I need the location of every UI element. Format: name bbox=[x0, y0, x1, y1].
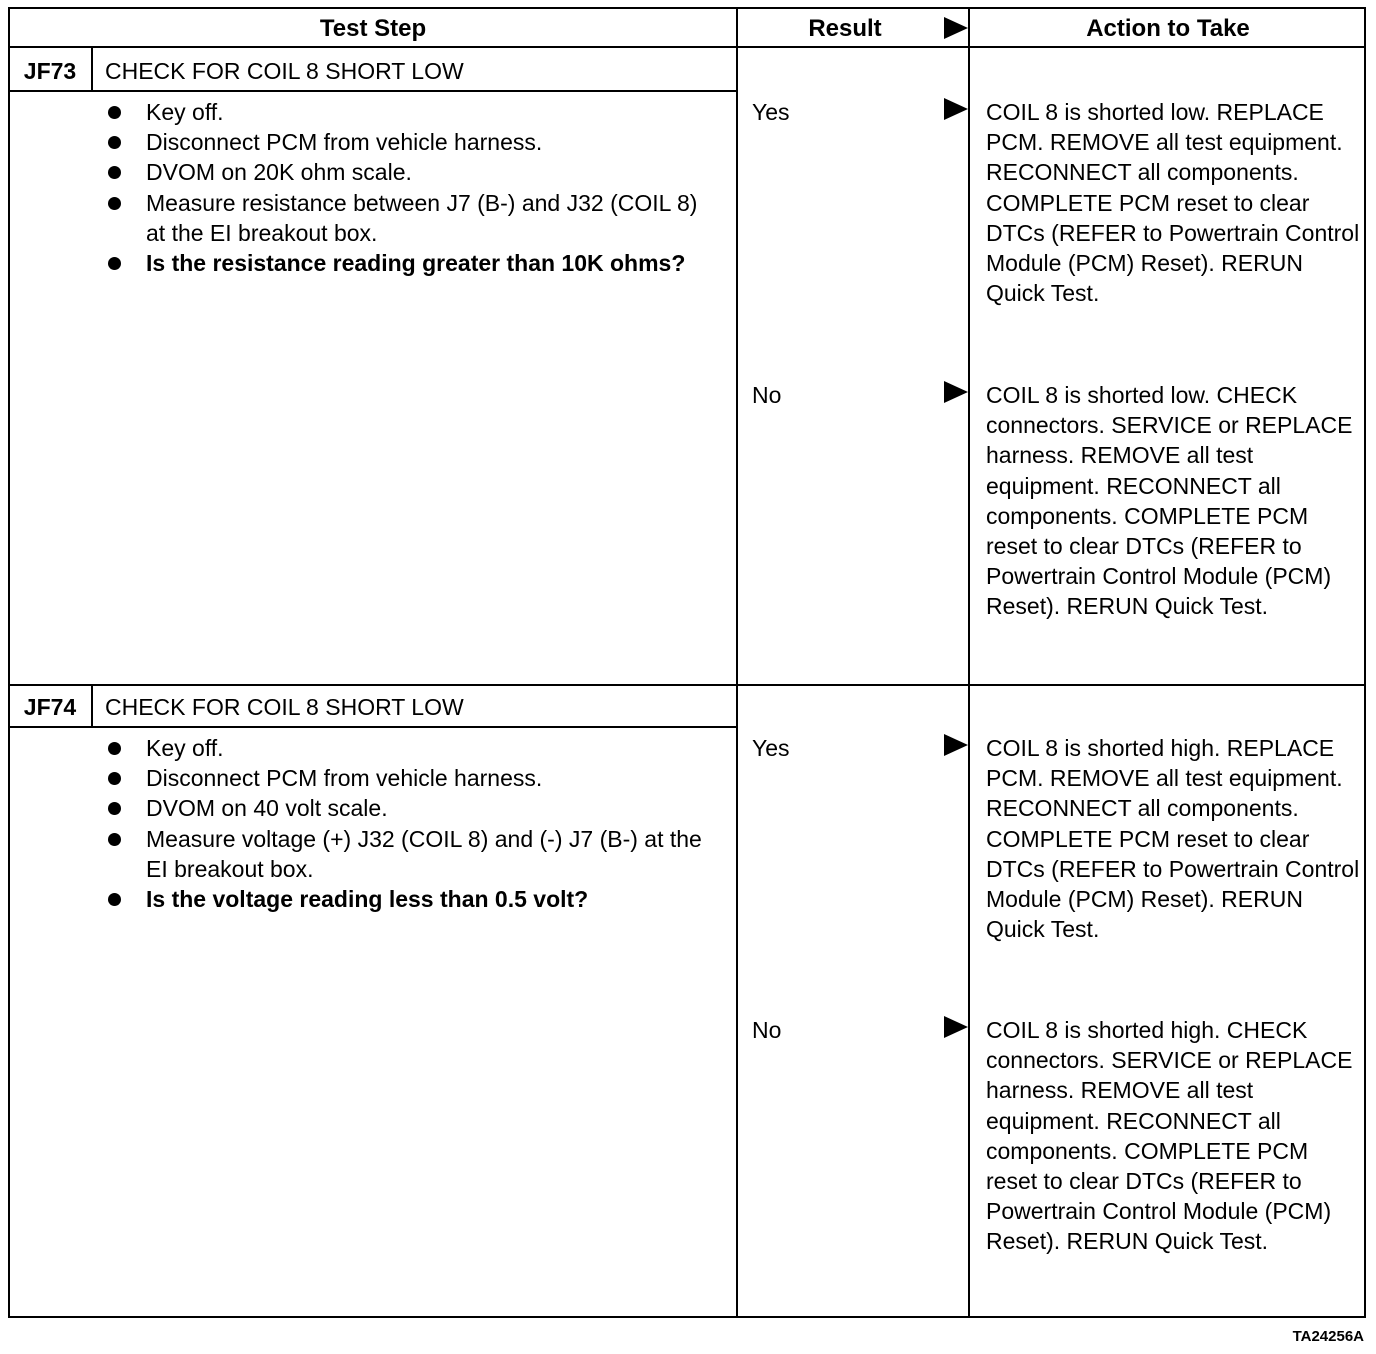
result-arrow-icon bbox=[944, 734, 968, 756]
step-title: CHECK FOR COIL 8 SHORT LOW bbox=[105, 58, 464, 84]
step-title-rule bbox=[8, 90, 738, 92]
action-no: COIL 8 is shorted high. CHECK connectors. SERVICE or REPLACE harness. REMOVE all test equipment. RECONNECT all components. COMPLETE PCM reset to clear DTCs (REFER to Powertrain Control Module (PCM) Reset). RERUN Quick Test. bbox=[986, 1017, 1353, 1255]
step-instructions bbox=[100, 97, 720, 278]
instruction-item: Disconnect PCM from vehicle harness. bbox=[100, 763, 720, 793]
action-no: COIL 8 is shorted low. CHECK connectors. SERVICE or REPLACE harness. REMOVE all test equipment. RECONNECT all components. COMPLETE PCM reset to clear DTCs (REFER to Powertrain Control Module (PCM) Reset). RERUN Quick Test. bbox=[986, 382, 1353, 620]
step-id-divider bbox=[91, 686, 93, 727]
bullet-icon bbox=[108, 257, 121, 270]
result-arrow-icon bbox=[944, 381, 968, 403]
instruction-item: Key off. bbox=[100, 733, 720, 763]
instruction-item: DVOM on 20K ohm scale. bbox=[100, 157, 720, 187]
result-arrow-icon bbox=[944, 98, 968, 120]
bullet-icon bbox=[108, 197, 121, 210]
instruction-item: DVOM on 40 volt scale. bbox=[100, 793, 720, 823]
instruction-item: Disconnect PCM from vehicle harness. bbox=[100, 127, 720, 157]
result-yes: Yes bbox=[752, 735, 790, 761]
instruction-question: Is the resistance reading greater than 10K ohms? bbox=[100, 248, 720, 278]
step-id-divider bbox=[91, 48, 93, 91]
figure-id: TA24256A bbox=[1292, 1328, 1364, 1345]
bullet-icon bbox=[108, 742, 121, 755]
header-action: Action to Take bbox=[1086, 15, 1250, 42]
row-separator bbox=[8, 684, 1366, 686]
header-rule bbox=[8, 46, 1366, 48]
step-title-rule bbox=[8, 726, 738, 728]
bullet-icon bbox=[108, 166, 121, 179]
header-test-step: Test Step bbox=[319, 15, 427, 42]
instruction-question: Is the voltage reading less than 0.5 volt? bbox=[100, 884, 720, 914]
column-divider-action bbox=[968, 7, 970, 1318]
result-yes: Yes bbox=[752, 99, 790, 125]
bullet-icon bbox=[108, 106, 121, 119]
step-title: CHECK FOR COIL 8 SHORT LOW bbox=[105, 694, 464, 720]
action-yes: COIL 8 is shorted low. REPLACE PCM. REMOVE all test equipment. RECONNECT all components. COMPLETE PCM reset to clear DTCs (REFER to Powertrain Control Module (PCM) Reset). RERUN Quick Test. bbox=[986, 99, 1360, 307]
step-id: JF74 bbox=[23, 694, 77, 720]
instruction-item: Key off. bbox=[100, 97, 720, 127]
bullet-icon bbox=[108, 893, 121, 906]
step-id: JF73 bbox=[23, 58, 77, 84]
header-arrow-icon bbox=[944, 17, 968, 39]
action-yes: COIL 8 is shorted high. REPLACE PCM. REMOVE all test equipment. RECONNECT all components. COMPLETE PCM reset to clear DTCs (REFER to Powertrain Control Module (PCM) Reset). RERUN Quick Test. bbox=[986, 735, 1360, 943]
bullet-icon bbox=[108, 802, 121, 815]
bullet-icon bbox=[108, 136, 121, 149]
bullet-icon bbox=[108, 833, 121, 846]
instruction-item: Measure voltage (+) J32 (COIL 8) and (-) J7 (B-) at the EI breakout box. bbox=[100, 824, 720, 884]
header-result: Result bbox=[808, 15, 882, 42]
bullet-icon bbox=[108, 772, 121, 785]
result-no: No bbox=[752, 382, 782, 408]
result-no: No bbox=[752, 1017, 782, 1043]
column-divider-result bbox=[736, 7, 738, 1318]
instruction-item: Measure resistance between J7 (B-) and J32 (COIL 8) at the EI breakout box. bbox=[100, 188, 720, 248]
result-arrow-icon bbox=[944, 1016, 968, 1038]
step-instructions bbox=[100, 733, 720, 914]
